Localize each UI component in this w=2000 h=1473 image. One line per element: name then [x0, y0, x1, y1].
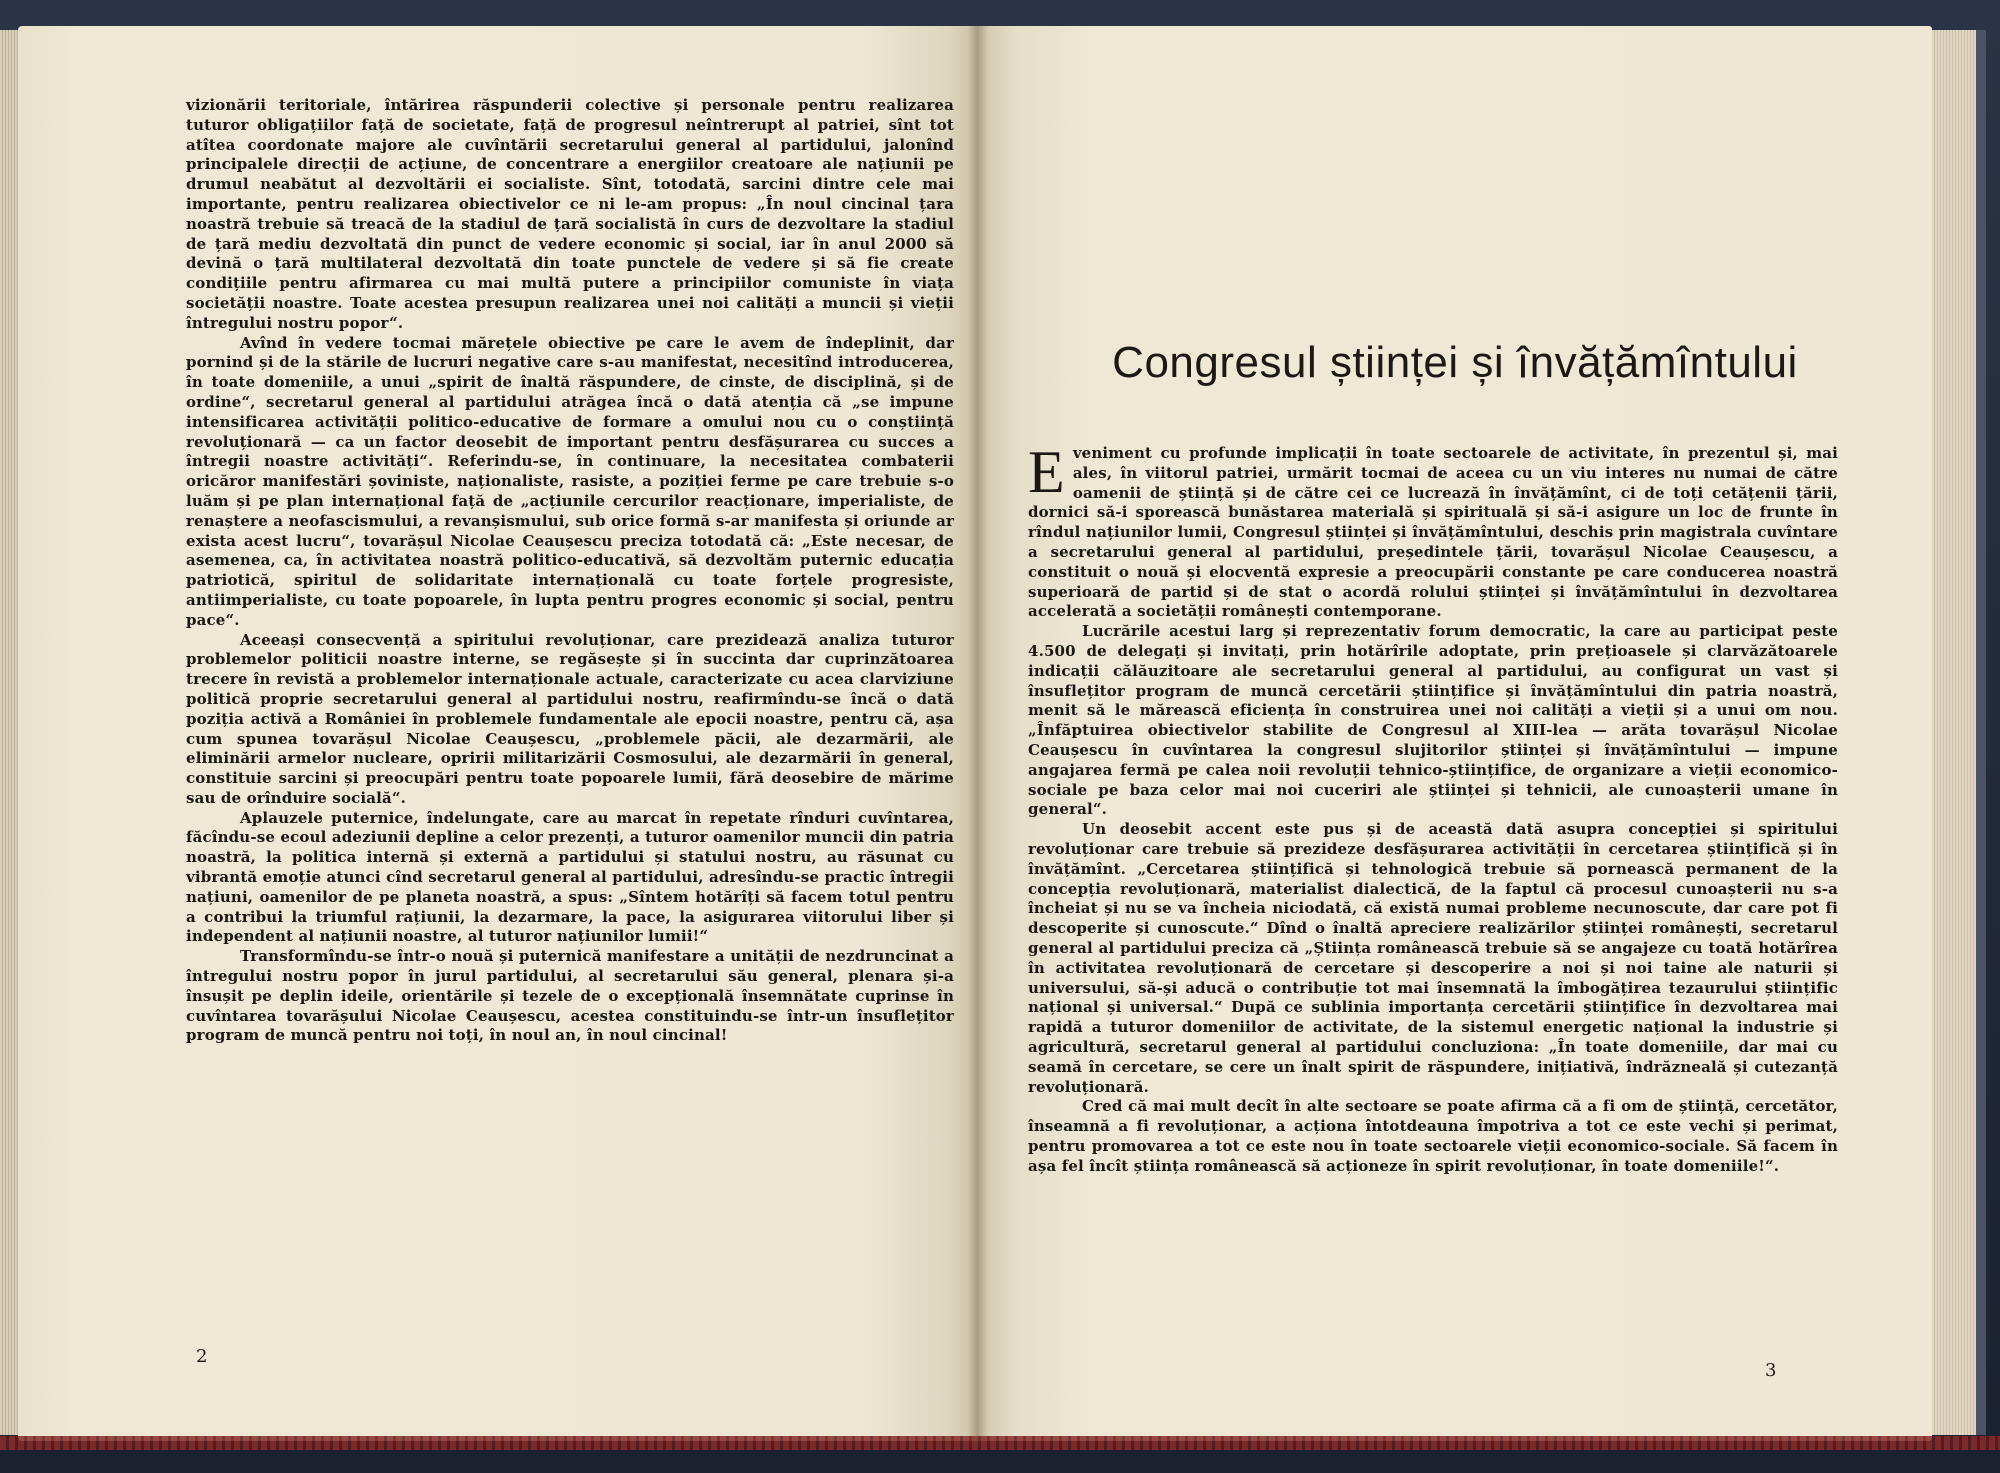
page-number-right: 3	[1765, 1360, 1777, 1381]
book-spine	[968, 26, 988, 1441]
page-number-left: 2	[196, 1346, 208, 1367]
left-paragraph-4: Aplauzele puternice, îndelungate, care au marcat în repetate rînduri cuvîntarea, făcîndu-se ecoul adeziunii depline a celor prezenți, a tuturor oamenilor muncii din patria noastră, la politica internă și externă a partidului și statului nostru, au răsunat cu vibrantă emoție atunci cînd secretarul general al partidului, adresîndu-se practic întregii națiuni, oamenilor de pe planeta noastră, a spus: „Sîntem hotărîți să facem totul pentru a contribui la triumful rațiunii, la dezarmare, la pace, la asigurarea viitorului liber și independent al națiunii noastre, al tuturor națiunilor lumii!“	[186, 808, 954, 946]
right-paragraph-1-text: veniment cu profunde implicații în toate sectoarele de activitate, în prezentul și, mai ales, în viitorul patriei, urmărit tocmai de aceea cu un viu interes nu numai de către oamenii de știință și de către cei ce lucrează în învățămînt, ci de toți cetățenii țării, dornici să-i sporească bunăstarea materială și spirituală și să-i asigure un loc de frunte în rîndul națiunilor lumii, Congresul științei și învățămîntului, deschis prin magistrala cuvîntare a secretarului general al partidului, președintele țării, tovarășul Nicolae Ceaușescu, a constituit o nouă și elocventă expresie a preocupării constante pe care conducerea noastră superioară de partid și de stat o acordă rolului științei și învățămîntului în dezvoltarea accelerată a societății românești contemporane.	[1028, 444, 1838, 621]
left-paragraph-2: Avînd în vedere tocmai mărețele obiective pe care le avem de îndeplinit, dar pornind și de la stările de lucruri negative care s-au manifestat, necesitînd introducerea, în toate domeniile, a unui „spirit de înaltă răspundere, de cinste, de disciplină, și de ordine“, secretarul general al partidului atrăgea încă o dată atenția că „se impune intensificarea activității politico-educative de formare a omului nou cu o conștiință revoluționară — ca un factor deosebit de important pentru desfășurarea cu succes a întregii noastre activități“. Referindu-se, în continuare, la necesitatea combaterii oricăror manifestări șoviniste, naționaliste, rasiste, a poziției ferme pe care trebuie s-o luăm și pe plan internațional față de „acțiunile cercurilor reacționare, imperialiste, de renaștere a neofascismului, a revanșismului, sub orice formă s-ar manifesta și oriunde ar exista acest lucru“, tovarășul Nicolae Ceaușescu preciza totodată că: „Este necesar, de asemenea, ca, în activitatea noastră politico-educativă, să dezvoltăm puternic educația patriotică, spiritul de solidaritate internațională cu toate forțele progresiste, antiimperialiste, cu toate popoarele, în lupta pentru progres economic și social, pentru pace“.	[186, 333, 954, 629]
left-paragraph-3: Aceeași consecvență a spiritului revoluționar, care prezidează analiza tuturor problemelor politicii noastre interne, se regăsește și în succinta dar cuprinzătoarea trecere în revistă a problemelor internaționale actuale, caracterizate cu acea clarviziune politică proprie secretarului general al partidului nostru, reafirmîndu-se încă o dată poziția activă a României în problemele fundamentale ale epocii noastre, pentru că, așa cum spunea tovarășul Nicolae Ceaușescu, „problemele păcii, ale dezarmării, ale eliminării armelor nucleare, opririi militarizării Cosmosului, ale dezarmării în general, constituie sarcini și preocupări pentru toate popoarele lumii, fără deosebire de mărime sau de orînduire socială“.	[186, 630, 954, 807]
right-page-edges	[1932, 30, 1986, 1435]
left-page	[18, 26, 978, 1441]
drop-cap: E	[1028, 439, 1065, 505]
right-paragraph-4: Cred că mai mult decît în alte sectoare se poate afirma că a fi om de știință, cercetător, înseamnă a fi revoluționar, a acționa întotdeauna împotriva a tot ce este vechi și perimat, pentru promovarea a tot ce este nou în toate sectoarele vieții economico-sociale. Să facem în așa fel încît știința românească să acționeze în spirit revoluționar, în toate domeniile!“.	[1028, 1097, 1838, 1175]
left-paragraph-1: vizionării teritoriale, întărirea răspunderii colective și personale pentru realizarea tuturor obligațiilor față de societate, față de progresul neîntrerupt al patriei, sînt tot atîtea coordonate majore ale cuvîntării secretarului general al partidului, jalonînd principalele direcții de acțiune, de concentrare a energiilor creatoare ale națiunii pe drumul neabătut al dezvoltării ei socialiste. Sînt, totodată, sarcini dintre cele mai importante, pentru realizarea obiectivelor ce ni le-am propus: „În noul cincinal țara noastră trebuie să treacă de la stadiul de țară socialistă în curs de dezvoltare la stadiul de țară mediu dezvoltată din punct de vedere economic și social, iar în anul 2000 să devină o țară multilateral dezvoltată din toate punctele de vedere și să fie create condițiile pentru afirmarea cu mai multă putere a principiilor comuniste în viața societății noastre. Toate acestea presupun realizarea unei noi calități a muncii și vieții întregului nostru popor“.	[186, 96, 954, 332]
binding-stripe	[0, 1436, 2000, 1450]
right-paragraph-3: Un deosebit accent este pus și de această dată asupra concepției și spiritului revoluționar care trebuie să prezideze desfășurarea activității în cercetarea științifică și în învățămînt. „Cercetarea științifică și tehnologică trebuie să pornească permanent de la concepția revoluționară, materialist dialectică, de la faptul că procesul cunoașterii nu s-a încheiat și nu se va încheia niciodată, că există numai probleme necunoscute, dar care pot fi descoperite și cunoscute.“ Dînd o înaltă apreciere realizărilor științei românești, secretarul general al partidului preciza că „Știința românească trebuie să se angajeze cu toată hotărîrea în activitatea revoluționară de cercetare și descoperire a noi și noi taine ale naturii și universului, să-și aducă o contribuție tot mai însemnată la îmbogățirea tezaurului științific național și universal.“ După ce sublinia importanța cercetării științifice în dezvoltarea mai rapidă a tuturor domeniilor de activitate, de la sistemul energetic național la industrie și agricultură, secretarul general al partidului concluziona: „În toate domeniile, dar mai cu seamă în cercetare, se cere un înalt spirit de răspundere, inițiativă, îndrăzneală și cutezanță revoluționară.	[1028, 820, 1838, 1096]
right-paragraph-1	[1028, 439, 1838, 622]
left-text-column	[186, 96, 954, 1046]
right-page	[978, 26, 1932, 1441]
left-paragraph-5: Transformîndu-se într-o nouă și puternică manifestare a unității de nezdruncinat a întregului nostru popor în jurul partidului, al secretarului său general, plenara și-a însușit pe deplin ideile, orientările și tezele de o excepțională însemnătate cuprinse în cuvîntarea tovarășului Nicolae Ceaușescu, acestea constituindu-se într-un însuflețitor program de muncă pentru noi toți, în noul an, în noul cincinal!	[186, 947, 954, 1045]
article-title: Congresul științei și învățămîntului	[1112, 338, 1798, 387]
right-text-column	[1028, 439, 1838, 1176]
right-paragraph-2: Lucrările acestui larg și reprezentativ forum democratic, la care au participat peste 4.500 de delegați și invitați, prin hotărîrile adoptate, prin prețioasele și clarvăzătoarele indicații călăuzitoare ale secretarului general al partidului, au configurat un vast și însuflețitor program de muncă cercetării științifice și învățămîntului din patria noastră, menit să le mărească eficiența în construirea unei noi calități a vieții și a unui om nou. „Înfăptuirea obiectivelor stabilite de Congresul al XIII-lea — arăta tovarășul Nicolae Ceaușescu în cuvîntarea la congresul slujitorilor științei și învățămîntului — impune angajarea fermă pe calea noii revoluții tehnico-științifice, de organizare a vieții economico-sociale pe baza celor mai noi cuceriri ale științei și tehnicii, ale cunoașterii umane în general“.	[1028, 622, 1838, 819]
